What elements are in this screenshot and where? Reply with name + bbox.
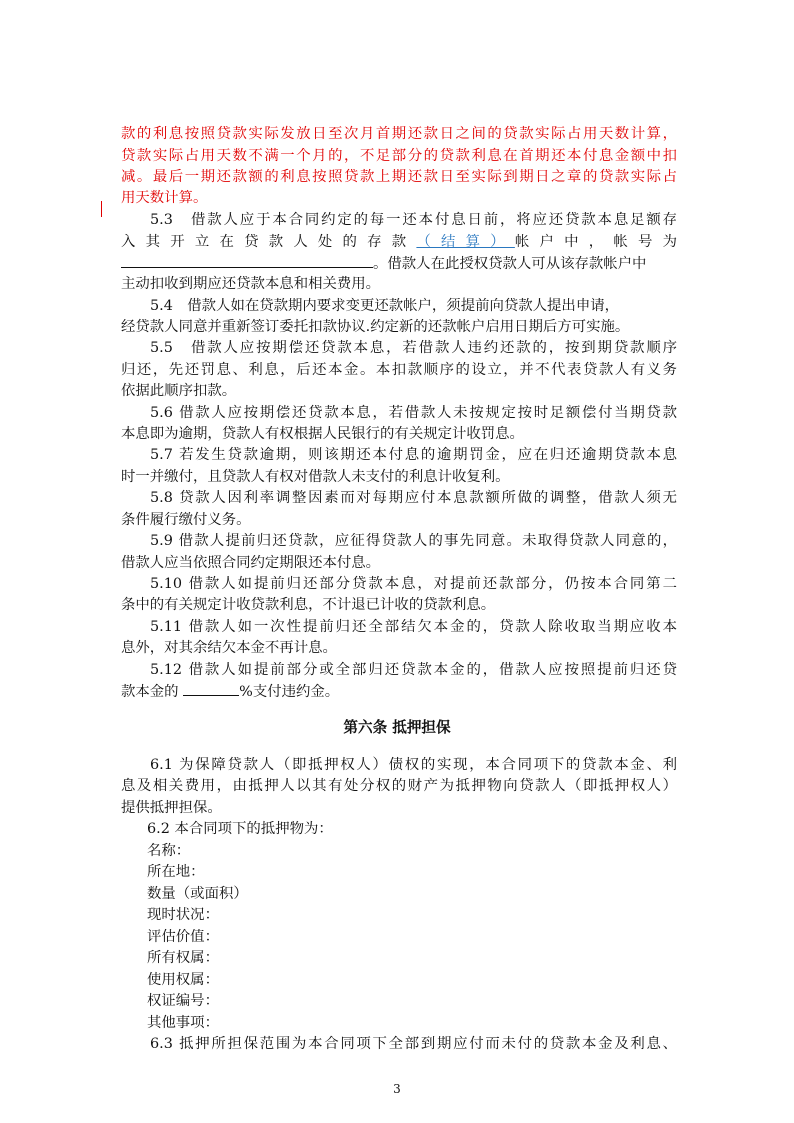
clause-5-9-line: 借款人应当依照合同约定期限还本付息。	[121, 555, 381, 571]
collateral-field-location: 所在地：	[147, 864, 205, 880]
clause-5-11-line: 5.11 借款人如一次性提前归还全部结欠本金的，贷款人除收取当期应收本	[150, 619, 677, 635]
clause-5-6-line: 本息即为逾期，贷款人有权根据人民银行的有关规定计收罚息。	[121, 426, 524, 442]
collateral-field-usage-rights: 使用权属：	[147, 972, 219, 988]
clause-5-10-line: 5.10 借款人如提前归还部分贷款本息，对提前还款部分，仍按本合同第二	[150, 576, 677, 592]
clause-5-9-line: 5.9 借款人提前归还贷款，应征得贷款人的事先同意。未取得贷款人同意的，	[150, 533, 677, 549]
red-text-line: 减。最后一期还款额的利息按照贷款上期还款日至实际到期日之章的贷款实际占	[121, 169, 677, 185]
clause-5-3-line: 主动扣收到期应还贷款本息和相关费用。	[121, 276, 381, 292]
clause-5-12-line	[121, 681, 677, 702]
collateral-field-valuation: 评估价值：	[147, 929, 219, 945]
clause-5-3-line	[121, 253, 677, 274]
clause-5-7-line: 5.7 若发生贷款逾期，则该期还本付息的逾期罚金，应在归还逾期贷款本息	[150, 447, 677, 463]
clause-6-1-line: 提供抵押担保。	[121, 800, 222, 816]
clause-5-3-text: 。借款人在此授权贷款人可从该存款帐户中	[373, 256, 647, 272]
clause-5-5-line: 归还，先还罚息、利息，后还本金。本扣款顺序的设立，并不代表贷款人有义务	[121, 362, 677, 378]
account-number-blank	[121, 253, 373, 268]
clause-5-12-line: 5.12 借款人如提前部分或全部归还贷款本金的，借款人应按照提前归还贷	[150, 662, 677, 678]
clause-5-4-line: 5.4 借款人如在贷款期内要求变更还款帐户，须提前向贷款人提出申请，	[150, 298, 619, 314]
clause-5-3-line: 5.3 借款人应于本合同约定的每一还本付息日前，将应还贷款本息足额存	[150, 212, 677, 228]
article-6-title: 第六条 抵押担保	[343, 719, 451, 736]
penalty-rate-blank	[183, 681, 239, 696]
clause-5-5-line: 5.5 借款人应按期偿还贷款本息，若借款人违约还款的，按到期贷款顺序	[150, 340, 677, 356]
clause-5-3-line	[121, 232, 677, 252]
clause-5-10-line: 条中的有关规定计收贷款利息，不计退已计收的贷款利息。	[121, 597, 496, 613]
red-text-line: 用天数计算。	[121, 190, 208, 206]
clause-6-3-line: 6.3 抵押所担保范围为本合同项下全部到期应付而未付的贷款本金及利息、	[150, 1036, 677, 1052]
clause-5-8-line: 5.8 贷款人因利率调整因素而对每期应付本息款额所做的调整，借款人须无	[150, 490, 677, 506]
collateral-field-status: 现时状况：	[147, 907, 219, 923]
collateral-field-ownership: 所有权属：	[147, 950, 219, 966]
collateral-field-name: 名称：	[147, 843, 191, 859]
clause-5-7-line: 时一并缴付，且贷款人有权对借款人未支付的利息计收复利。	[121, 469, 510, 485]
clause-5-12-text: %支付违约金。	[239, 684, 340, 700]
clause-5-12-text: 款本金的	[121, 684, 179, 700]
revision-mark	[101, 201, 102, 217]
clause-5-3-text: 帐户中，帐号为	[514, 234, 677, 250]
red-text-line: 贷款实际占用天数不满一个月的，不足部分的贷款利息在首期还本付息金额中扣	[121, 148, 677, 164]
collateral-field-quantity: 数量（或面积）	[147, 886, 248, 902]
clause-6-2-title: 6.2 本合同项下的抵押物为：	[147, 821, 333, 837]
clause-5-3-text: 入其开立在贷款人处的存款	[121, 234, 417, 250]
clause-5-4-line: 经贷款人同意并重新签订委托扣款协议.约定新的还款帐户启用日期后方可实施。	[121, 319, 630, 335]
page-number: 3	[393, 1082, 401, 1096]
clause-6-1-line: 息及相关费用，由抵押人以其有处分权的财产为抵押物向贷款人（即抵押权人）	[121, 778, 677, 794]
collateral-field-other: 其他事项：	[147, 1015, 219, 1031]
clause-5-6-line: 5.6 借款人应按期偿还贷款本息，若借款人未按规定按时足额偿付当期贷款	[150, 405, 677, 421]
settlement-link[interactable]: （结算）	[416, 234, 515, 250]
clause-5-5-line: 依据此顺序扣款。	[121, 383, 237, 399]
clause-6-1-line: 6.1 为保障贷款人（即抵押权人）债权的实现，本合同项下的贷款本金、利	[150, 757, 677, 773]
clause-5-11-line: 息外，对其余结欠本金不再计息。	[121, 640, 337, 656]
clause-5-8-line: 条件履行缴付义务。	[121, 512, 251, 528]
collateral-field-certificate-number: 权证编号：	[147, 993, 219, 1009]
red-text-line: 款的利息按照贷款实际发放日至次月首期还款日之间的贷款实际占用天数计算，	[121, 126, 677, 142]
